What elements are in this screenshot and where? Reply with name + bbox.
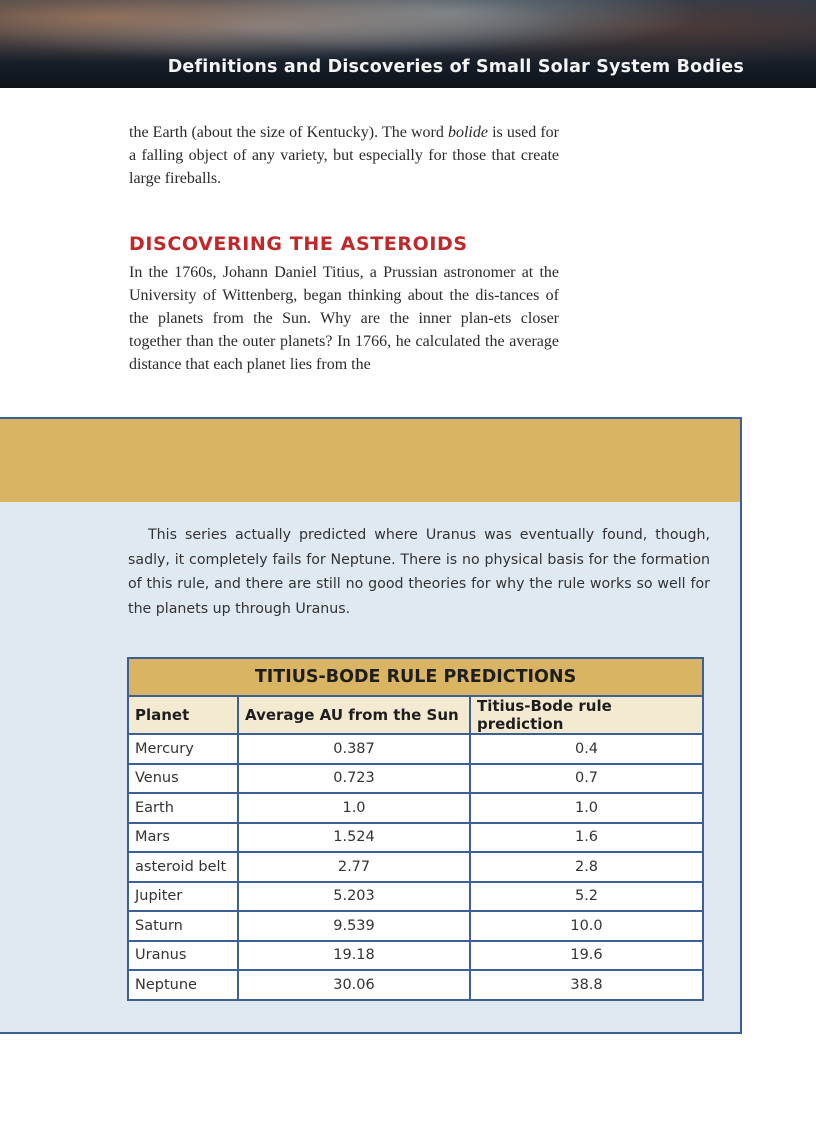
paragraph-1-pre: the Earth (about the size of Kentucky). The word xyxy=(129,124,448,141)
cell-prediction: 19.6 xyxy=(470,941,703,971)
table-row xyxy=(128,793,703,823)
table-row xyxy=(128,852,703,882)
table-title-row xyxy=(128,658,703,696)
paragraph-1 xyxy=(129,121,559,190)
cell-average-au: 5.203 xyxy=(238,882,470,912)
cell-prediction: 1.6 xyxy=(470,823,703,853)
cell-average-au: 1.524 xyxy=(238,823,470,853)
cell-planet: Earth xyxy=(128,793,238,823)
paragraph-2: In the 1760s, Johann Daniel Titius, a Prussian astronomer at the University of Wittenberg, began thinking about the dis-tances of the planets from the Sun. Why are the inner plan-ets closer together than the outer planets? In 1766, he calculated the average distance that each planet lies from the xyxy=(129,264,559,373)
titius-bode-table xyxy=(127,657,704,1001)
table-row xyxy=(128,734,703,764)
cell-prediction: 1.0 xyxy=(470,793,703,823)
table-row xyxy=(128,882,703,912)
cell-prediction: 5.2 xyxy=(470,882,703,912)
cell-planet: Uranus xyxy=(128,941,238,971)
table-row xyxy=(128,970,703,1000)
paragraph-1-emphasis: bolide xyxy=(447,124,488,141)
cell-average-au: 30.06 xyxy=(238,970,470,1000)
cell-average-au: 0.723 xyxy=(238,764,470,794)
cell-planet: Neptune xyxy=(128,970,238,1000)
cell-planet: Venus xyxy=(128,764,238,794)
cell-prediction: 10.0 xyxy=(470,911,703,941)
header-planet: Planet xyxy=(128,696,238,734)
cell-planet: asteroid belt xyxy=(128,852,238,882)
table-body xyxy=(128,734,703,1000)
table-row xyxy=(128,941,703,971)
cell-prediction: 2.8 xyxy=(470,852,703,882)
table-row xyxy=(128,823,703,853)
cell-planet: Mercury xyxy=(128,734,238,764)
sidebar-box xyxy=(0,417,742,1034)
cell-average-au: 0.387 xyxy=(238,734,470,764)
sidebar-paragraph: This series actually predicted where Uranus was eventually found, though, sadly, it completely fails for Neptune. There is no physical basis for the formation of this rule, and there are still no good theories for why the rule works so well for the planets up through Uranus. xyxy=(128,527,710,617)
cell-average-au: 9.539 xyxy=(238,911,470,941)
table-header-row xyxy=(128,696,703,734)
section-heading: DISCOVERING THE ASTEROIDS xyxy=(129,233,468,255)
cell-planet: Jupiter xyxy=(128,882,238,912)
paragraph-1-post: is used for a falling object of any variety, but especially for those that create large fireballs. xyxy=(129,124,560,187)
cell-average-au: 1.0 xyxy=(238,793,470,823)
cell-prediction: 0.7 xyxy=(470,764,703,794)
running-title: Definitions and Discoveries of Small Solar System Bodies xyxy=(167,57,744,77)
cell-prediction: 0.4 xyxy=(470,734,703,764)
cell-average-au: 2.77 xyxy=(238,852,470,882)
table-row xyxy=(128,764,703,794)
page-number: 7 xyxy=(740,109,754,133)
cell-planet: Mars xyxy=(128,823,238,853)
header-average-au: Average AU from the Sun xyxy=(238,696,470,734)
cell-average-au: 19.18 xyxy=(238,941,470,971)
header-prediction: Titius-Bode rule prediction xyxy=(470,696,703,734)
cell-prediction: 38.8 xyxy=(470,970,703,1000)
cell-planet: Saturn xyxy=(128,911,238,941)
table-row xyxy=(128,911,703,941)
table-title: TITIUS-BODE RULE PREDICTIONS xyxy=(128,658,703,696)
sidebar-header-band xyxy=(0,419,740,502)
